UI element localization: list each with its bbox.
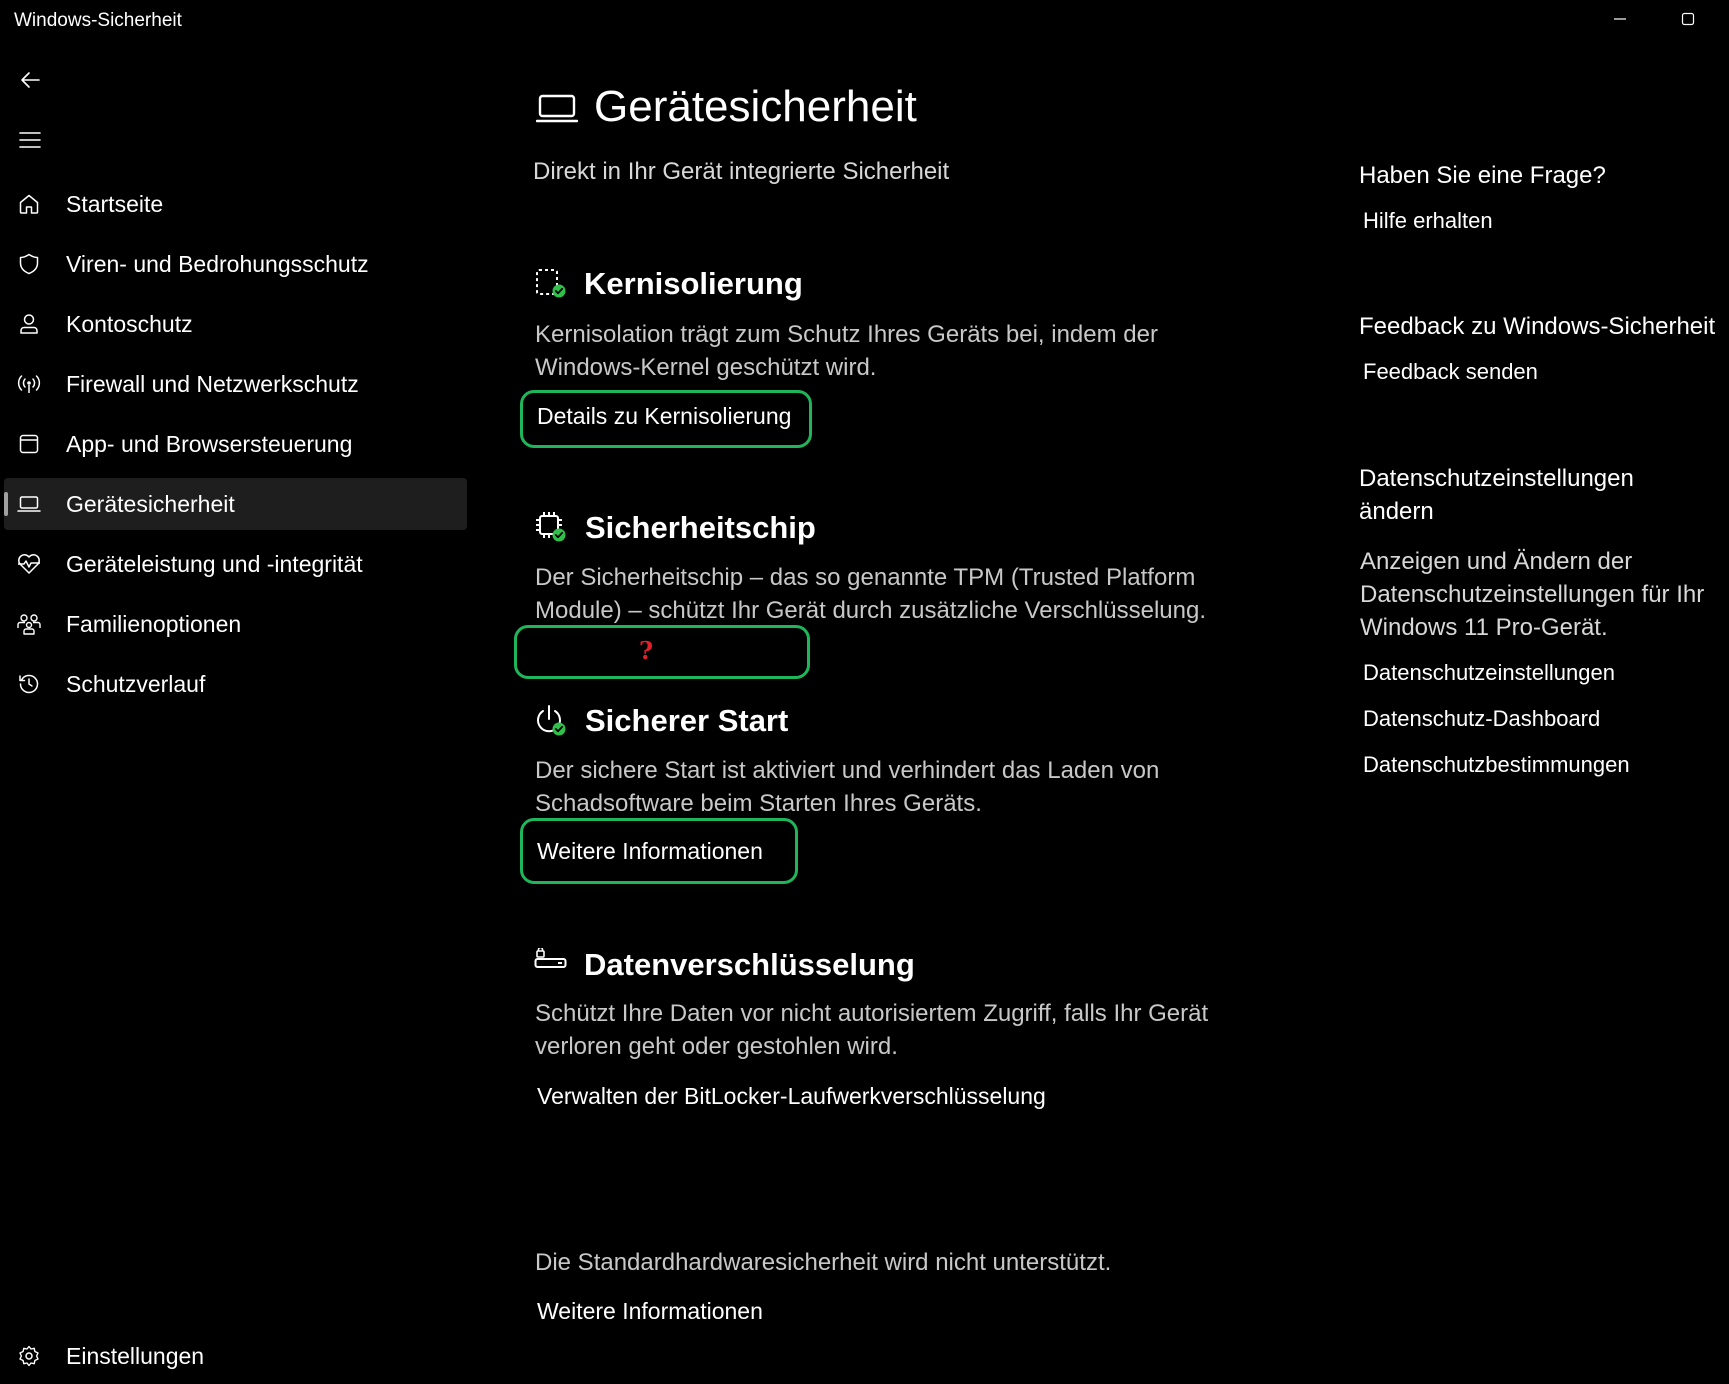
home-icon xyxy=(16,191,42,217)
privacy-statement-link[interactable]: Datenschutzbestimmungen xyxy=(1363,752,1630,777)
sidebar-item-viren[interactable] xyxy=(0,238,467,290)
sidebar-item-kontoschutz[interactable] xyxy=(0,298,467,350)
menu-button[interactable] xyxy=(14,124,46,156)
section-description-sicherer-start: Der sichere Start ist aktiviert und verhindert das Laden von Schadsoftware beim Starten Ihres Geräts. xyxy=(535,757,1160,817)
power-icon xyxy=(534,704,568,743)
sidebar-item-geraetesicherheit[interactable] xyxy=(4,478,467,530)
privacy-dashboard-link[interactable]: Datenschutz-Dashboard xyxy=(1363,706,1601,731)
bitlocker-link[interactable]: Verwalten der BitLocker-Laufwerkverschlüsselung xyxy=(537,1083,1046,1109)
section-title-sicherheitschip: Sicherheitschip xyxy=(585,510,816,545)
details-kernisolierung-link[interactable]: Details zu Kernisolierung xyxy=(537,403,792,429)
section-description-sicherheitschip: Der Sicherheitschip – das so genannte TPM (Trusted Platform Module) – schützt Ihr Gerät durch zusätzliche Verschlüsselung. xyxy=(535,564,1206,624)
gear-icon xyxy=(16,1343,42,1369)
hamburger-icon xyxy=(18,130,42,150)
heart-pulse-icon xyxy=(16,551,42,577)
section-description-datenverschluesselung: Schützt Ihre Daten vor nicht autorisiertem Zugriff, falls Ihr Gerät verloren geht oder gestohlen wird. xyxy=(535,1000,1209,1060)
security-chip-icon xyxy=(534,510,568,549)
sidebar-item-app-browser[interactable] xyxy=(0,418,467,470)
weitere-informationen-link[interactable]: Weitere Informationen xyxy=(537,838,763,864)
highlight-box[interactable] xyxy=(514,625,810,679)
minimize-icon xyxy=(1612,11,1628,27)
page-title: Gerätesicherheit xyxy=(594,82,917,131)
section-title-datenverschluesselung: Datenverschlüsselung xyxy=(584,947,915,982)
sidebar-item-familienoptionen[interactable] xyxy=(0,598,467,650)
sidebar-item-label: Geräteleistung und -integrität xyxy=(66,550,363,577)
section-title-kernisolierung: Kernisolierung xyxy=(584,266,803,301)
question-heading: Haben Sie eine Frage? xyxy=(1359,162,1606,189)
window-title: Windows-Sicherheit xyxy=(14,10,182,31)
privacy-description: Anzeigen und Ändern der Datenschutzeinstellungen für Ihr Windows 11 Pro-Gerät. xyxy=(1360,548,1705,641)
browser-window-icon xyxy=(16,431,42,457)
person-icon xyxy=(16,311,42,337)
selection-indicator xyxy=(4,492,8,516)
missing-link-question-mark: ? xyxy=(639,636,654,665)
maximize-icon xyxy=(1680,11,1696,27)
minimize-button[interactable] xyxy=(1600,4,1640,34)
sidebar-item-label: Schutzverlauf xyxy=(66,670,206,697)
family-icon xyxy=(16,611,42,637)
shield-icon xyxy=(16,251,42,277)
back-arrow-icon xyxy=(19,69,41,91)
hardware-security-status: Die Standardhardwaresicherheit wird nicht unterstützt. xyxy=(535,1249,1112,1276)
maximize-button[interactable] xyxy=(1668,4,1708,34)
sidebar-item-firewall[interactable] xyxy=(0,358,467,410)
laptop-icon xyxy=(536,93,578,130)
sidebar-item-label: Firewall und Netzwerkschutz xyxy=(66,370,359,397)
sidebar-item-label: Gerätesicherheit xyxy=(66,490,235,517)
laptop-icon xyxy=(16,491,42,517)
page-subtitle: Direkt in Ihr Gerät integrierte Sicherheit xyxy=(533,158,950,185)
sidebar-item-label: Viren- und Bedrohungsschutz xyxy=(66,250,369,277)
sidebar-item-label: App- und Browsersteuerung xyxy=(66,430,353,457)
sidebar-item-schutzverlauf[interactable] xyxy=(0,658,467,710)
sidebar-item-startseite[interactable] xyxy=(0,178,467,230)
settings-label: Einstellungen xyxy=(66,1342,205,1369)
section-title-sicherer-start: Sicherer Start xyxy=(585,703,789,738)
sidebar-item-geraeteleistung[interactable] xyxy=(0,538,467,590)
help-link[interactable]: Hilfe erhalten xyxy=(1363,208,1493,233)
core-isolation-icon xyxy=(534,266,568,305)
feedback-link[interactable]: Feedback senden xyxy=(1363,359,1538,384)
privacy-settings-link[interactable]: Datenschutzeinstellungen xyxy=(1363,660,1615,685)
history-icon xyxy=(16,671,42,697)
back-button[interactable] xyxy=(14,64,46,96)
sidebar-item-label: Kontoschutz xyxy=(66,310,193,337)
wireless-icon xyxy=(16,371,42,397)
section-description-kernisolierung: Kernisolation trägt zum Schutz Ihres Geräts bei, indem der Windows-Kernel geschützt wird. xyxy=(535,321,1158,381)
sidebar-item-einstellungen[interactable] xyxy=(0,1330,467,1382)
sidebar-item-label: Familienoptionen xyxy=(66,610,242,637)
feedback-heading: Feedback zu Windows-Sicherheit xyxy=(1359,313,1716,340)
encryption-drive-icon xyxy=(534,948,568,979)
footer-weitere-informationen-link[interactable]: Weitere Informationen xyxy=(537,1298,763,1324)
privacy-heading: Datenschutzeinstellungen ändern xyxy=(1359,465,1634,525)
sidebar-item-label: Startseite xyxy=(66,190,164,217)
